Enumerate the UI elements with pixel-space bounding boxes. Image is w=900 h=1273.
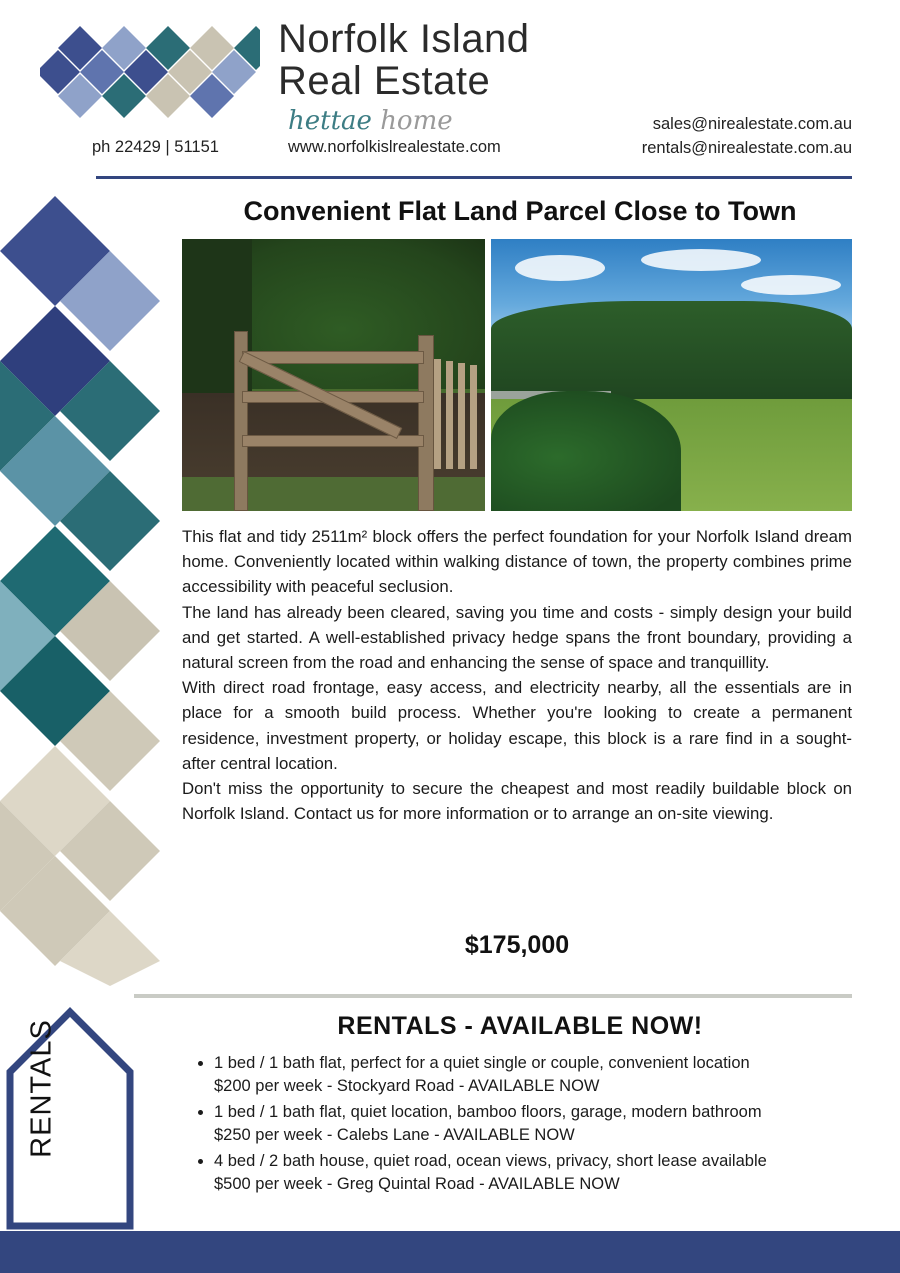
listing-title: Convenient Flat Land Parcel Close to Town: [243, 196, 797, 226]
brand-line-1: Norfolk Island: [278, 17, 530, 61]
rental-description: 4 bed / 2 bath house, quiet road, ocean views, privacy, short lease available: [214, 1152, 767, 1170]
footer-bar: [0, 1231, 900, 1273]
rentals-heading: RENTALS - AVAILABLE NOW!: [337, 1012, 703, 1040]
rentals-side-label: RENTALS: [25, 1019, 58, 1158]
left-diamond-decoration: [0, 196, 160, 986]
property-photo-gate: [182, 239, 485, 511]
rental-description: 1 bed / 1 bath flat, quiet location, bamboo floors, garage, modern bathroom: [214, 1103, 762, 1121]
brand-name: [278, 18, 578, 136]
website-link[interactable]: www.norfolkislrealestate.com: [288, 138, 501, 156]
tagline-word-2: home: [380, 106, 453, 136]
phone-numbers: ph 22429 | 51151: [92, 138, 219, 156]
page-header: [0, 0, 900, 180]
description-paragraph-3: With direct road frontage, easy access, and electricity nearby, all the essentials are in place for a smooth build process. Whether you're looking to create a permanent residence, investment property, or holiday escape, this block is a rare find in a sought-after central location.: [182, 678, 852, 773]
brand-tagline: [288, 106, 578, 136]
rental-details: $250 per week - Calebs Lane - AVAILABLE NOW: [214, 1126, 575, 1144]
rental-details: $500 per week - Greg Quintal Road - AVAILABLE NOW: [214, 1175, 620, 1193]
rentals-listings: [190, 1052, 860, 1199]
tagline-word-1: hettae: [288, 106, 372, 136]
email-rentals[interactable]: rentals@nirealestate.com.au: [641, 139, 852, 157]
description-paragraph-4: Don't miss the opportunity to secure the cheapest and most readily buildable block on Norfolk Island. Contact us for more information or to arrange an on-site viewing.: [182, 779, 852, 824]
header-divider: [96, 176, 852, 179]
description-paragraph-1: This flat and tidy 2511m² block offers the perfect foundation for your Norfolk Island dream home. Conveniently located within walking distance of town, the property combines prime accessibility with peaceful seclusion.: [182, 527, 852, 597]
diamond-pattern: [0, 196, 160, 986]
listing-description: [182, 524, 852, 826]
list-item: [214, 1101, 860, 1147]
list-item: [214, 1052, 860, 1098]
property-photo-paddock: [491, 239, 852, 511]
listing-photos: [182, 239, 852, 511]
logo-diamond-mark: [40, 24, 260, 124]
rental-description: 1 bed / 1 bath flat, perfect for a quiet single or couple, convenient location: [214, 1054, 750, 1072]
rental-details: $200 per week - Stockyard Road - AVAILABLE NOW: [214, 1077, 600, 1095]
contact-emails: [642, 112, 852, 160]
email-sales[interactable]: sales@nirealestate.com.au: [652, 115, 852, 133]
description-paragraph-2: The land has already been cleared, saving you time and costs - simply design your build and get started. A well-established privacy hedge spans the front boundary, providing a natural screen from the road and enhancing the sense of space and tranquillity.: [182, 602, 852, 673]
section-divider: [134, 994, 852, 998]
listing-price: $175,000: [464, 931, 570, 959]
list-item: [214, 1150, 860, 1196]
brand-line-2: Real Estate: [278, 59, 491, 103]
